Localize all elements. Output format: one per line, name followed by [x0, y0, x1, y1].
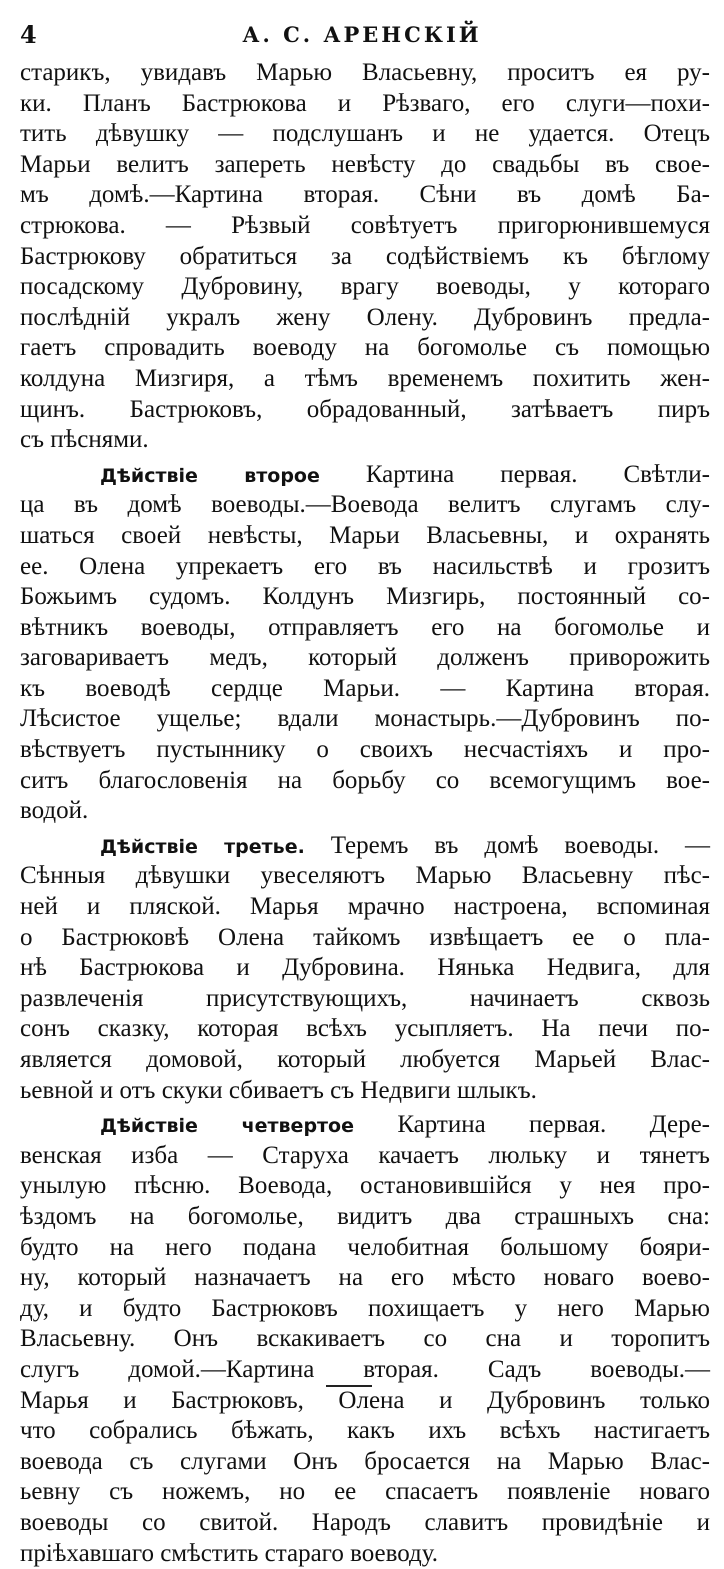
text-line: ней и пляской. Марья мрачно настроена, вспоминая [20, 892, 710, 923]
text-line: съ пѣснями. [20, 425, 710, 456]
text-line: слугъ домой.—Картина вторая. Садъ воеводы.— [20, 1355, 710, 1386]
closing-rule [326, 1385, 372, 1387]
text-line: стрюкова. — Рѣзвый совѣтуетъ пригорюнившемуся [20, 211, 710, 242]
body-text [20, 58, 710, 1569]
text-line: воевода съ слугами Онъ бросается на Марью Влас- [20, 1447, 710, 1478]
text-line: Лѣсистое ущелье; вдали монастырь.—Дубровинъ по- [20, 704, 710, 735]
text-line: Марьи велитъ запереть невѣсту до свадьбы въ свое- [20, 150, 710, 181]
text-line: старикъ, увидавъ Марью Власьевну, проситъ ея ру- [20, 58, 710, 89]
text-line: унылую пѣсню. Воевода, остановившійся у нея про- [20, 1171, 710, 1202]
text-line: тить дѣвушку — подслушанъ и не удается. Отецъ [20, 119, 710, 150]
text-line [20, 460, 710, 491]
paragraph [20, 1110, 710, 1569]
text-line [20, 831, 710, 862]
paragraph [20, 831, 710, 1106]
text-line: къ воеводѣ сердце Марьи. — Картина вторая. [20, 674, 710, 705]
paragraph [20, 460, 710, 827]
text-line: посадскому Дубровину, врагу воеводы, у котораго [20, 272, 710, 303]
text-line: гаетъ спровадить воеводу на богомолье съ помощью [20, 333, 710, 364]
text-line: ьевну съ ножемъ, но ее спасаетъ появленіе новаго [20, 1477, 710, 1508]
text-line: воеводы со свитой. Народъ славитъ провидѣніе и [20, 1508, 710, 1539]
text-line: является домовой, который любуется Марьей Влас- [20, 1045, 710, 1076]
line-text: Картина первая. Свѣтли- [320, 461, 710, 488]
paragraph [20, 58, 710, 456]
text-line: ну, который назначаетъ на его мѣсто новаго воево- [20, 1263, 710, 1294]
text-line: заговариваетъ медъ, который долженъ приворожить [20, 643, 710, 674]
text-line: Бастрюкову обратиться за содѣйствіемъ къ бѣглому [20, 242, 710, 273]
text-line: Марья и Бастрюковъ, Олена и Дубровинъ только [20, 1386, 710, 1417]
text-line: пріѣхавшаго смѣстить стараго воеводу. [20, 1539, 710, 1569]
text-line: что собрались бѣжать, какъ ихъ всѣхъ настигаетъ [20, 1416, 710, 1447]
line-text: Картина первая. Дере- [354, 1111, 710, 1138]
line-text: Теремъ въ домѣ воеводы. — [305, 832, 710, 859]
text-line: ѣздомъ на богомолье, видитъ два страшныхъ сна: [20, 1202, 710, 1233]
text-line: послѣдній укралъ жену Олену. Дубровинъ предла- [20, 303, 710, 334]
act-heading: Дѣйствіе второе [100, 465, 320, 487]
text-line [20, 1110, 710, 1141]
running-title: А. С. АРЕНСКІЙ [0, 22, 724, 47]
text-line: венская изба — Старуха качаетъ люльку и тянетъ [20, 1141, 710, 1172]
text-line: сонъ сказку, которая всѣхъ усыпляетъ. На печи по- [20, 1014, 710, 1045]
text-line: ьевной и отъ скуки сбиваетъ съ Недвиги шлыкъ. [20, 1076, 710, 1107]
text-line: Сѣнныя дѣвушки увеселяютъ Марью Власьевну пѣс- [20, 861, 710, 892]
text-line: нѣ Бастрюкова и Дубровина. Нянька Недвига, для [20, 953, 710, 984]
text-line: колдуна Мизгиря, а тѣмъ временемъ похитить жен- [20, 364, 710, 395]
text-line: шаться своей невѣсты, Марьи Власьевны, и охранять [20, 521, 710, 552]
text-line: ситъ благословенія на борьбу со всемогущимъ вое- [20, 766, 710, 797]
text-line: мъ домѣ.—Картина вторая. Сѣни въ домѣ Ба- [20, 180, 710, 211]
text-line: будто на него подана челобитная большому бояри- [20, 1233, 710, 1264]
text-line: водой. [20, 796, 710, 827]
text-line: Власьевну. Онъ вскакиваетъ со сна и торопитъ [20, 1324, 710, 1355]
act-heading: Дѣйствіе четвертое [100, 1115, 354, 1137]
text-line: вѣствуетъ пустыннику о своихъ несчастіяхъ и про- [20, 735, 710, 766]
text-line: ки. Планъ Бастрюкова и Рѣзваго, его слуги—похи- [20, 89, 710, 120]
text-line: щинъ. Бастрюковъ, обрадованный, затѣваетъ пиръ [20, 395, 710, 426]
text-line: вѣтникъ воеводы, отправляетъ его на богомолье и [20, 613, 710, 644]
text-line: развлеченія присутствующихъ, начинаетъ сквозь [20, 984, 710, 1015]
text-line: ду, и будто Бастрюковъ похищаетъ у него Марью [20, 1294, 710, 1325]
text-line: Божьимъ судомъ. Колдунъ Мизгирь, постоянный со- [20, 582, 710, 613]
text-line: ее. Олена упрекаетъ его въ насильствѣ и грозитъ [20, 552, 710, 583]
text-line: о Бастрюковѣ Олена тайкомъ извѣщаетъ ее о пла- [20, 923, 710, 954]
page-number: 4 [20, 20, 37, 49]
act-heading: Дѣйствіе третье. [100, 836, 305, 858]
text-line: ца въ домѣ воеводы.—Воевода велитъ слугамъ слу- [20, 490, 710, 521]
